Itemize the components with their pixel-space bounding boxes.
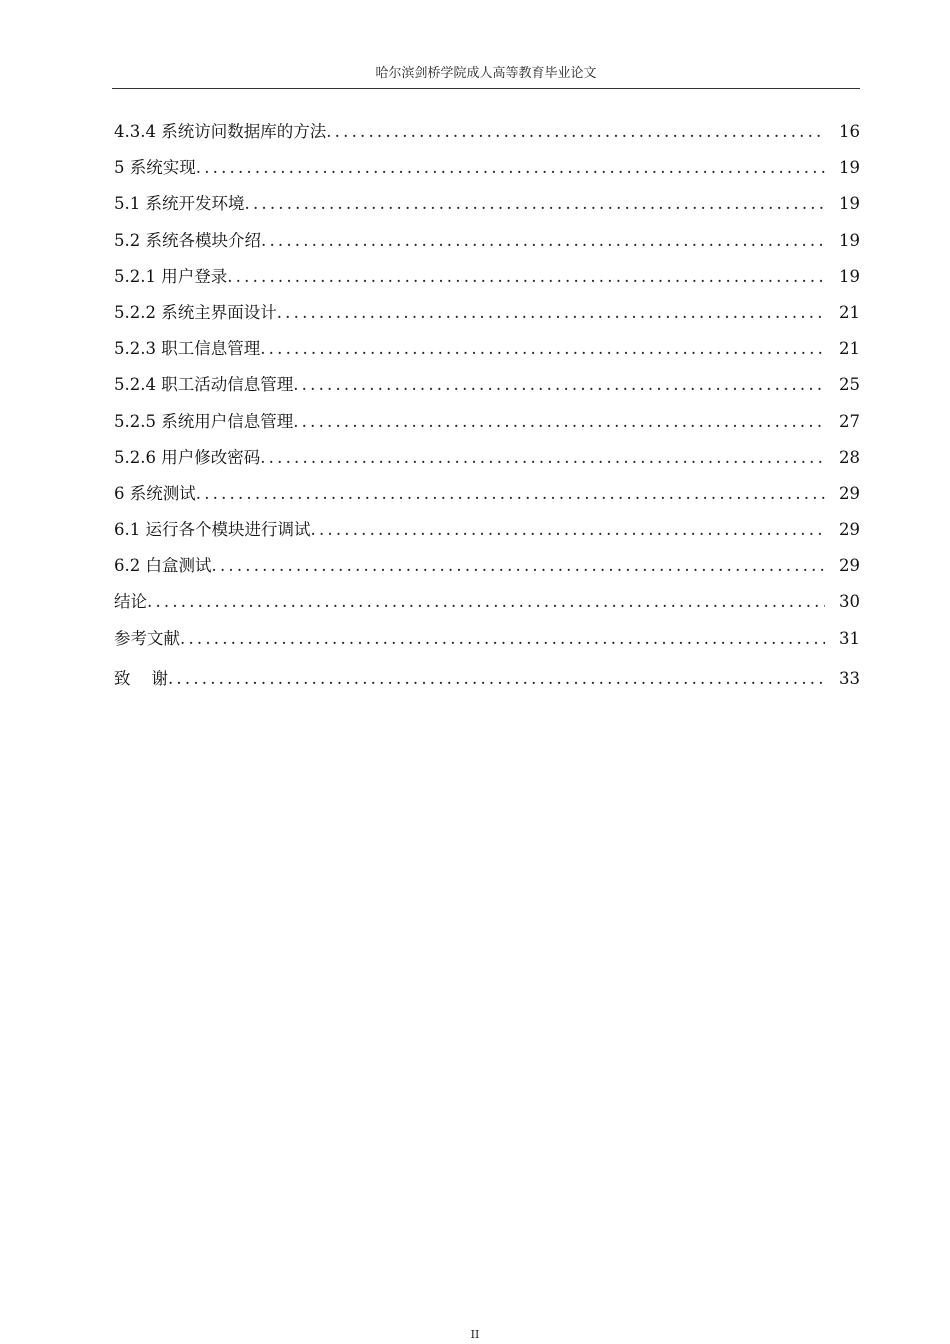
toc-entry-title: 5.2.4 职工活动信息管理 [114, 375, 294, 395]
dot-leader [168, 657, 825, 701]
dot-leader [326, 114, 825, 150]
toc-entry[interactable] [114, 223, 860, 259]
toc-entry-title: 5.2.5 系统用户信息管理 [114, 411, 294, 431]
toc-entry-page: 19 [839, 158, 860, 178]
toc-entry-title: 5 系统实现 [114, 158, 196, 178]
table-of-contents [114, 114, 860, 697]
header-title: 哈尔滨剑桥学院成人高等教育毕业论文 [375, 66, 597, 81]
toc-entry-title: 参考文献 [114, 628, 180, 648]
toc-entry-page: 29 [839, 520, 860, 540]
toc-entry[interactable] [114, 657, 860, 697]
toc-entry[interactable] [114, 440, 860, 476]
toc-entry-page: 25 [839, 375, 860, 395]
toc-entry-page: 31 [839, 628, 860, 648]
toc-entry[interactable] [114, 476, 860, 512]
toc-entry-page: 21 [839, 302, 860, 322]
toc-entry[interactable] [114, 114, 860, 150]
toc-entry[interactable] [114, 259, 860, 295]
toc-entry-page: 19 [839, 230, 860, 250]
dot-leader [147, 584, 825, 620]
toc-entry[interactable] [114, 404, 860, 440]
toc-entry-title: 6.2 白盒测试 [114, 556, 212, 576]
dot-leader [293, 367, 825, 403]
toc-entry-page: 16 [839, 122, 860, 141]
dot-leader [260, 331, 825, 367]
toc-entry[interactable] [114, 621, 860, 657]
toc-entry-title: 5.1 系统开发环境 [114, 194, 245, 214]
toc-entry[interactable] [114, 548, 860, 584]
dot-leader [260, 440, 825, 476]
dot-leader [261, 223, 825, 259]
toc-entry-page: 19 [839, 266, 860, 286]
toc-entry-page: 27 [839, 411, 860, 431]
toc-entry-title: 4.3.4 系统访问数据库的方法 [114, 122, 327, 141]
toc-entry-page: 19 [839, 194, 860, 214]
toc-entry-page: 28 [839, 447, 860, 467]
dot-leader [311, 512, 826, 548]
toc-entry[interactable] [114, 367, 860, 403]
dot-leader [227, 259, 825, 295]
toc-entry[interactable] [114, 295, 860, 331]
toc-entry-title: 致 谢 [114, 668, 168, 688]
page-number: II [470, 1328, 480, 1341]
dot-leader [245, 186, 826, 222]
toc-entry-page: 21 [839, 339, 860, 359]
dot-leader [180, 621, 825, 657]
toc-entry-page: 29 [839, 483, 860, 503]
toc-entry-page: 30 [839, 592, 860, 612]
toc-entry[interactable] [114, 512, 860, 548]
page-header [112, 66, 860, 89]
toc-entry-title: 6 系统测试 [114, 483, 196, 503]
dot-leader [277, 295, 825, 331]
toc-entry-title: 5.2.2 系统主界面设计 [114, 302, 277, 322]
toc-entry-title: 5.2 系统各模块介绍 [114, 230, 261, 250]
toc-entry-page: 29 [839, 556, 860, 576]
toc-entry-title: 5.2.1 用户登录 [114, 266, 228, 286]
toc-entry-title: 5.2.6 用户修改密码 [114, 447, 261, 467]
toc-entry-page: 33 [839, 668, 860, 688]
dot-leader [196, 150, 825, 186]
toc-entry[interactable] [114, 186, 860, 222]
toc-entry-title: 6.1 运行各个模块进行调试 [114, 520, 311, 540]
toc-entry-title: 结论 [114, 592, 147, 612]
dot-leader [212, 548, 826, 584]
dot-leader [196, 476, 825, 512]
toc-entry[interactable] [114, 584, 860, 620]
toc-entry[interactable] [114, 150, 860, 186]
toc-entry-title: 5.2.3 职工信息管理 [114, 339, 261, 359]
toc-entry[interactable] [114, 331, 860, 367]
dot-leader [293, 404, 825, 440]
